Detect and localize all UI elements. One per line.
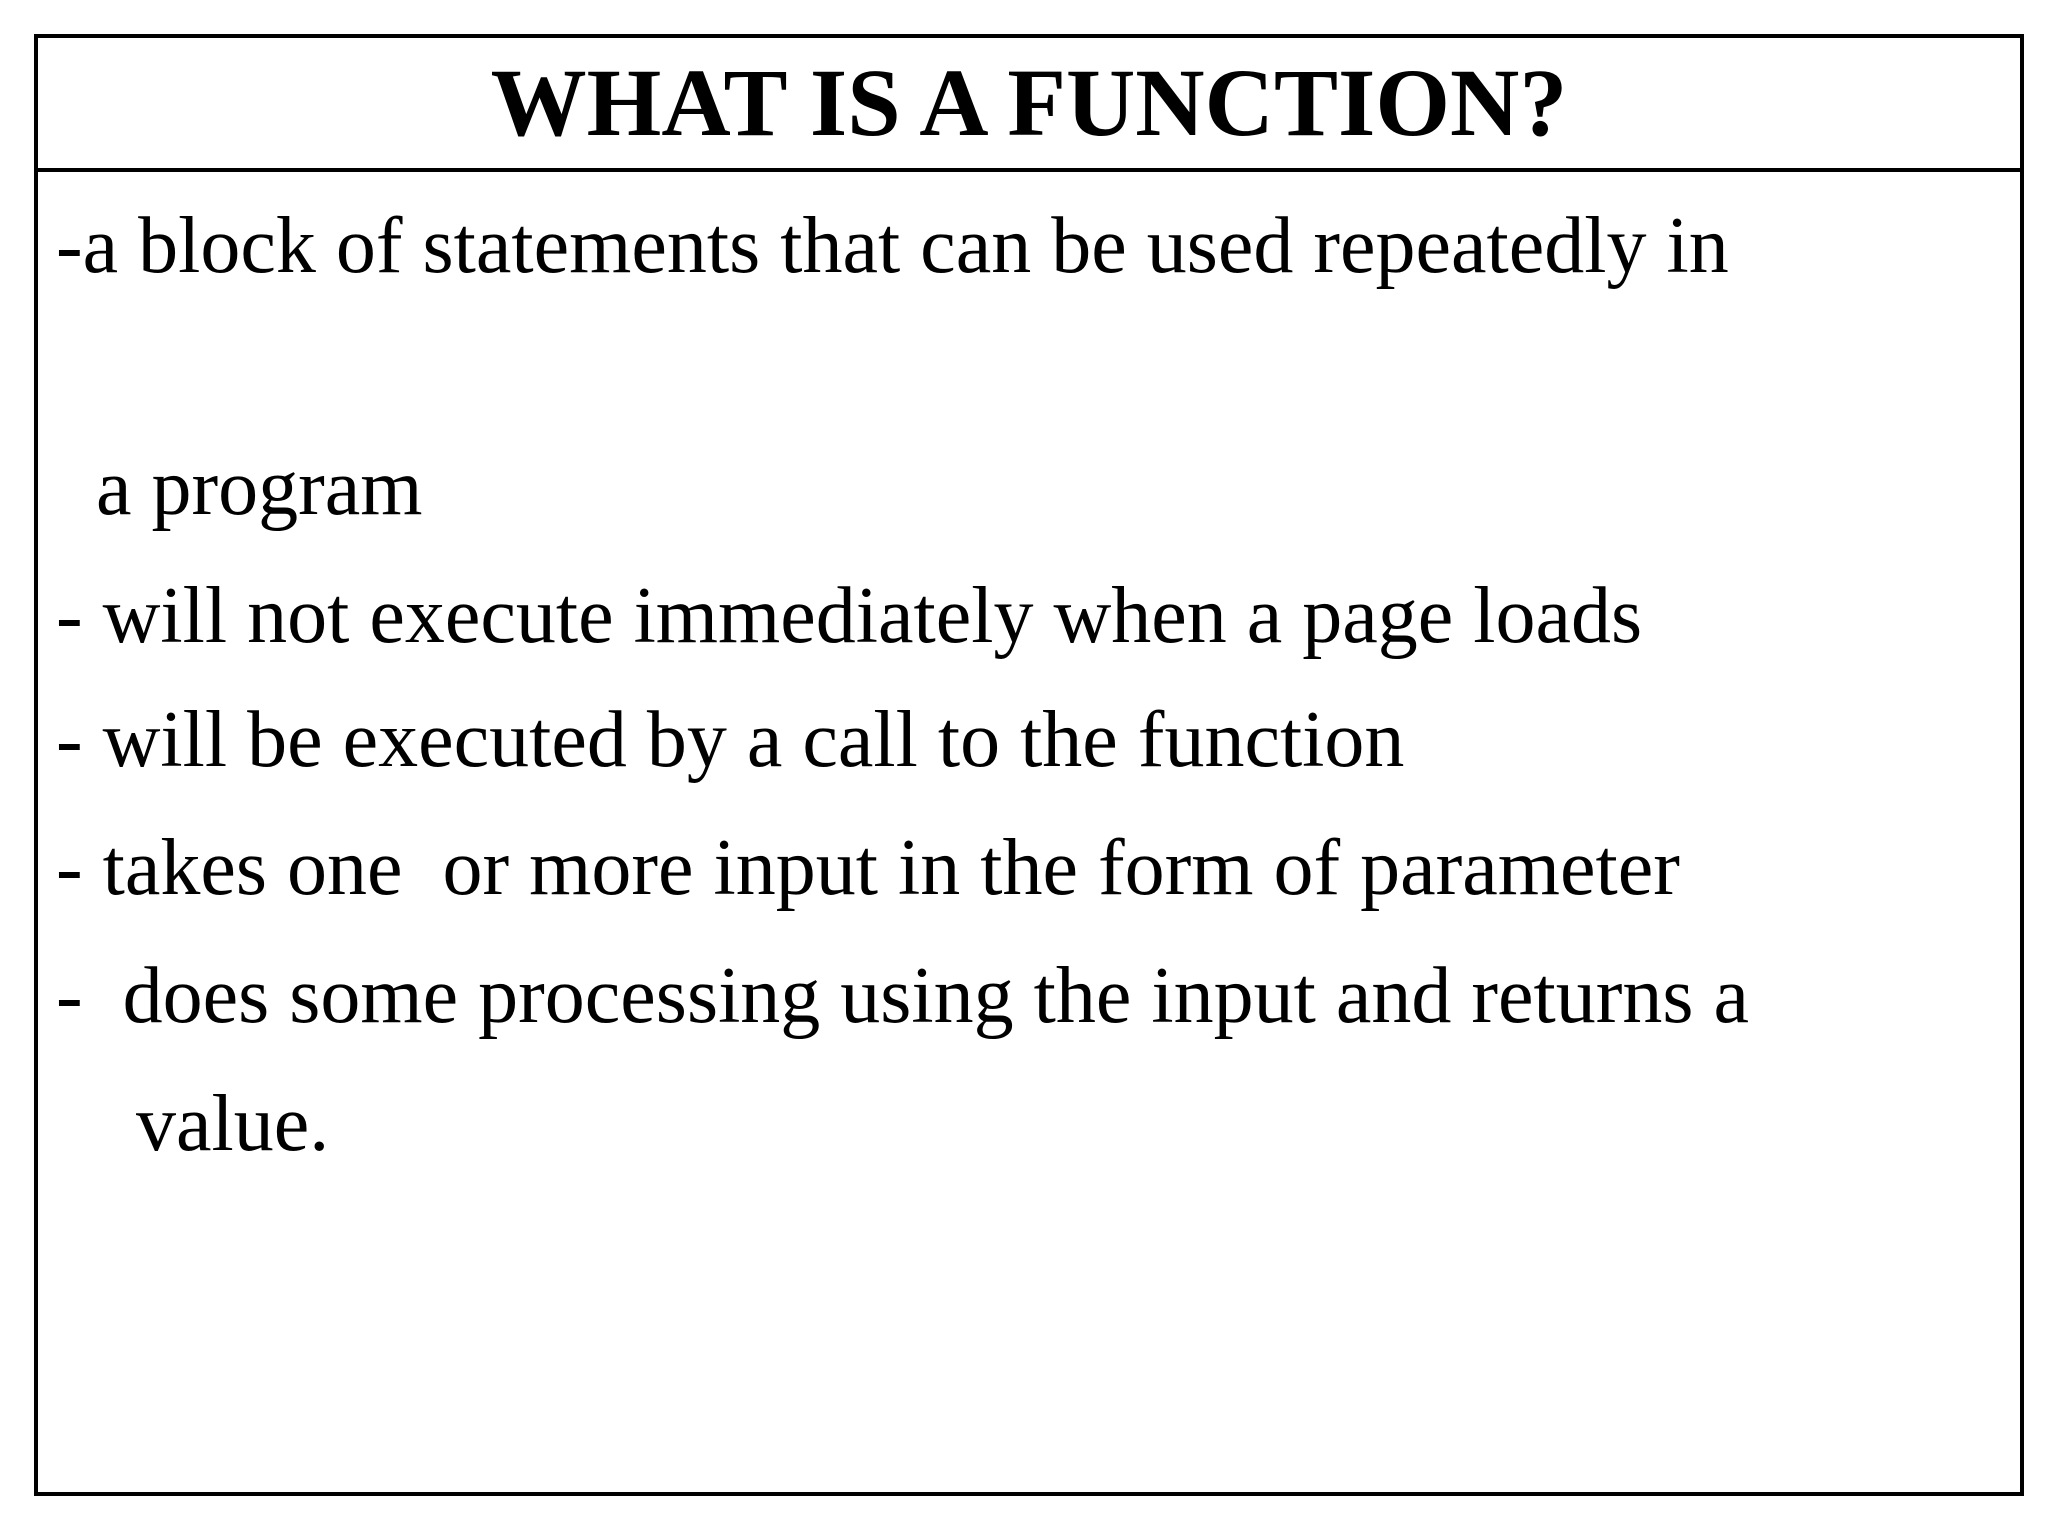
slide-body (38, 38, 2020, 1492)
bullet-line-2: a program (56, 444, 423, 532)
bullet-line-1: -a block of statements that can be used repeatedly in (56, 202, 1729, 290)
bullet-line-7: value. (56, 1080, 330, 1168)
bullet-line-6: - does some processing using the input and returns a (56, 952, 1750, 1040)
slide-title: WHAT IS A FUNCTION? (490, 49, 1568, 156)
bullet-line-5: - takes one or more input in the form of parameter (56, 824, 1680, 912)
slide-frame (34, 34, 2024, 1496)
bullet-line-4: - will be executed by a call to the function (56, 696, 1405, 784)
bullet-line-3: - will not execute immediately when a page loads (56, 572, 1643, 660)
